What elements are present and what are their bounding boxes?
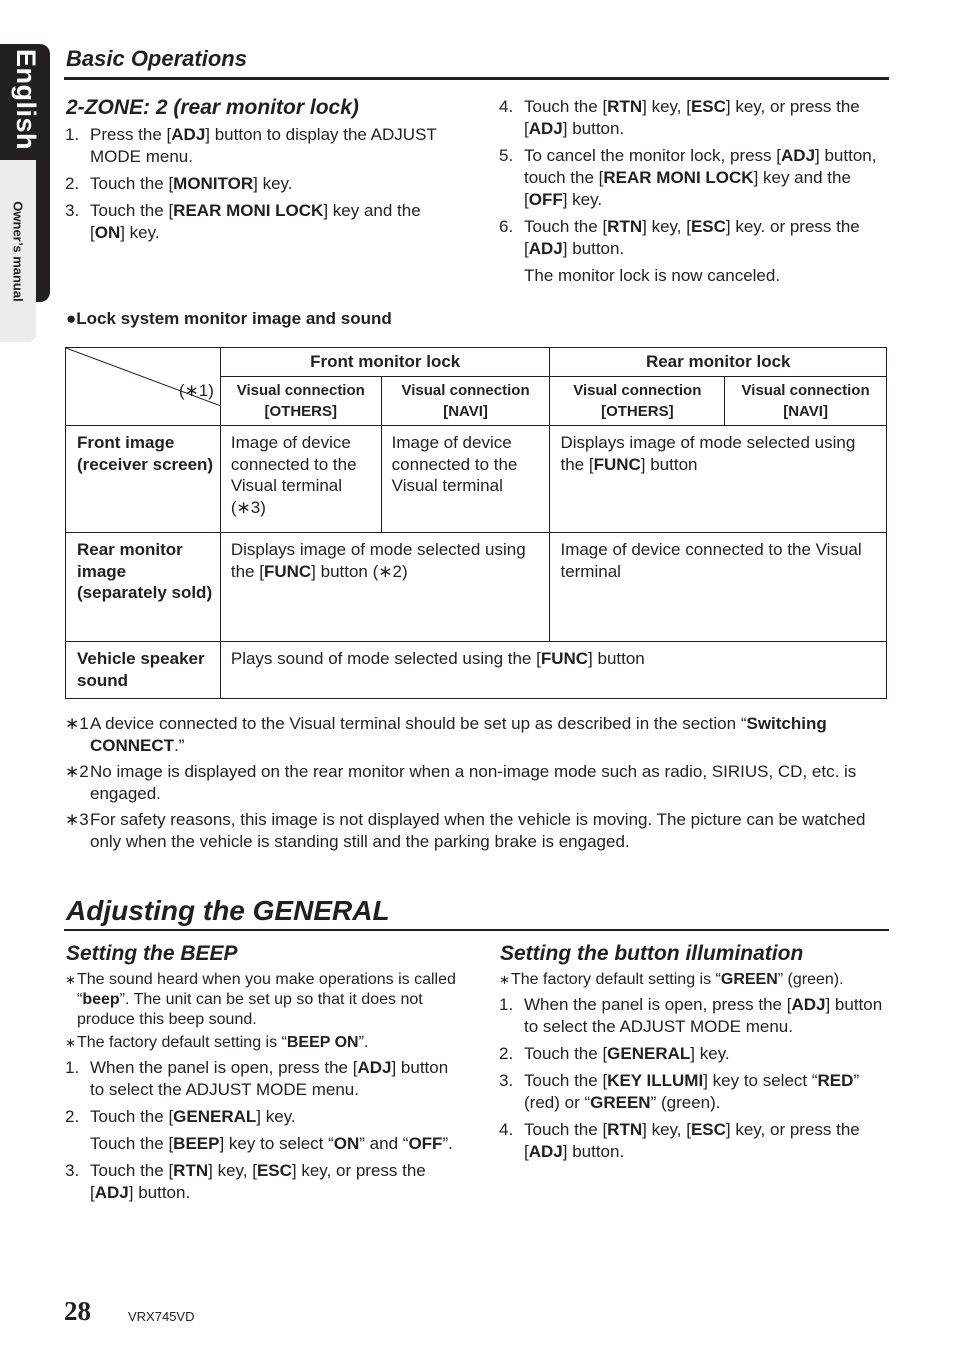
step-number: 3. (65, 1161, 80, 1180)
vc-navi-front: Visual connection [NAVI] (381, 377, 550, 426)
step-number: 2. (65, 174, 80, 193)
footnote: ∗3 For safety reasons, this image is not displayed when the vehicle is moving. The picture can be watched only when the vehicle is standing still and the parking brake is engaged. (65, 810, 866, 851)
step-item: 6. Touch the [RTN] key, [ESC] key. or press the [ADJ] button. (499, 217, 860, 258)
manual-label: Owner’s manual (10, 200, 26, 302)
section-header: Basic Operations (66, 46, 247, 71)
front-image-others: Image of device connected to the Visual terminal (∗3) (220, 426, 381, 533)
beep-notes (65, 970, 457, 1053)
vc-navi-rear: Visual connection [NAVI] (725, 377, 887, 426)
page-number: 28 (64, 1296, 91, 1326)
step-number: 3. (499, 1071, 514, 1090)
step-item: Touch the [BEEP] key to select “ON” and “OFF”. (90, 1134, 453, 1153)
step-item: 3. Touch the [KEY ILLUMI] key to select “RED” (red) or “GREEN” (green). (499, 1071, 860, 1112)
canceled-note: The monitor lock is now canceled. (524, 266, 781, 285)
asterisk-note: ∗ The sound heard when you make operations is called “beep”. The unit can be set up so that it does not produce this beep sound. (65, 971, 456, 1028)
vc-others-rear: Visual connection [OTHERS] (550, 377, 725, 426)
speaker-sound: Plays sound of mode selected using the [FUNC] button (220, 642, 886, 699)
illum-title: Setting the button illumination (500, 942, 804, 965)
step-item: 5. To cancel the monitor lock, press [ADJ] button, touch the [REAR MONI LOCK] key and the [OFF] key. (499, 146, 877, 209)
step-number: 4. (499, 97, 514, 116)
step-item: 2. Touch the [GENERAL] key. (65, 1107, 296, 1126)
corner-note: (∗1) (178, 381, 214, 400)
lock-table (65, 347, 887, 699)
step-item: 3. Touch the [RTN] key, [ESC] key, or press the [ADJ] button. (65, 1161, 426, 1202)
beep-title: Setting the BEEP (66, 942, 238, 965)
zone-title: 2-ZONE: 2 (rear monitor lock) (66, 96, 359, 119)
footnote-mark: ∗2 (65, 762, 89, 781)
step-item: 2. Touch the [MONITOR] key. (65, 174, 293, 193)
illum-steps (499, 994, 891, 1163)
general-title: Adjusting the GENERAL (66, 895, 390, 926)
vc-others-front: Visual connection [OTHERS] (220, 377, 381, 426)
row-header-front-image: Front image (receiver screen) (66, 426, 221, 533)
asterisk-note: ∗ The factory default setting is “BEEP ON”. (65, 1034, 369, 1051)
row-header-rear-image: Rear monitor image (separately sold) (66, 533, 221, 642)
rear-image-front-lock: Displays image of mode selected using the [FUNC] button (∗2) (220, 533, 550, 642)
step-number: 2. (65, 1107, 80, 1126)
step-number: 4. (499, 1120, 514, 1139)
language-label: English (10, 48, 41, 150)
step-item: 1. Press the [ADJ] button to display the ADJUST MODE menu. (65, 125, 437, 166)
rear-image-rear-lock: Image of device connected to the Visual terminal (550, 533, 887, 642)
front-image-rear-lock: Displays image of mode selected using the [FUNC] button (550, 426, 887, 533)
footnote: ∗2 No image is displayed on the rear monitor when a non-image mode such as radio, SIRIUS, CD, etc. is engaged. (65, 762, 857, 803)
step-item: 2. Touch the [GENERAL] key. (499, 1044, 730, 1063)
asterisk-note: ∗ The factory default setting is “GREEN” (green). (499, 971, 844, 988)
footnote-mark: ∗1 (65, 714, 89, 733)
language-tab (0, 44, 50, 302)
step-number: 1. (499, 995, 514, 1014)
footnotes (65, 713, 887, 857)
bullet-heading: ●Lock system monitor image and sound (66, 309, 392, 328)
step-number: 1. (65, 125, 80, 144)
header-rule (64, 77, 889, 80)
step-number: 5. (499, 146, 514, 165)
front-image-navi: Image of device connected to the Visual terminal (381, 426, 550, 533)
step-item: 1. When the panel is open, press the [ADJ] button to select the ADJUST MODE menu. (65, 1058, 449, 1099)
illum-notes (499, 970, 891, 990)
step-number: 3. (65, 201, 80, 220)
step-item: 3. Touch the [REAR MONI LOCK] key and the [ON] key. (65, 201, 421, 242)
step-item: 1. When the panel is open, press the [ADJ] button to select the ADJUST MODE menu. (499, 995, 883, 1036)
front-lock-header: Front monitor lock (220, 348, 550, 377)
rear-lock-header: Rear monitor lock (550, 348, 887, 377)
corner-cell (66, 348, 221, 426)
model-number: VRX745VD (128, 1309, 195, 1324)
row-header-speaker: Vehicle speaker sound (66, 642, 221, 699)
footnote-mark: ∗3 (65, 810, 89, 829)
zone-steps-left (65, 124, 457, 244)
step-item: 4. Touch the [RTN] key, [ESC] key, or press the [ADJ] button. (499, 97, 860, 138)
step-number: 6. (499, 217, 514, 236)
step-item: 4. Touch the [RTN] key, [ESC] key, or press the [ADJ] button. (499, 1120, 860, 1161)
step-number: 1. (65, 1058, 80, 1077)
footnote: ∗1 A device connected to the Visual terminal should be set up as described in the section “Switching CONNECT.” (65, 714, 827, 755)
zone-steps-right (499, 96, 891, 260)
step-number: 2. (499, 1044, 514, 1063)
general-rule (64, 929, 889, 931)
beep-steps (65, 1057, 457, 1204)
